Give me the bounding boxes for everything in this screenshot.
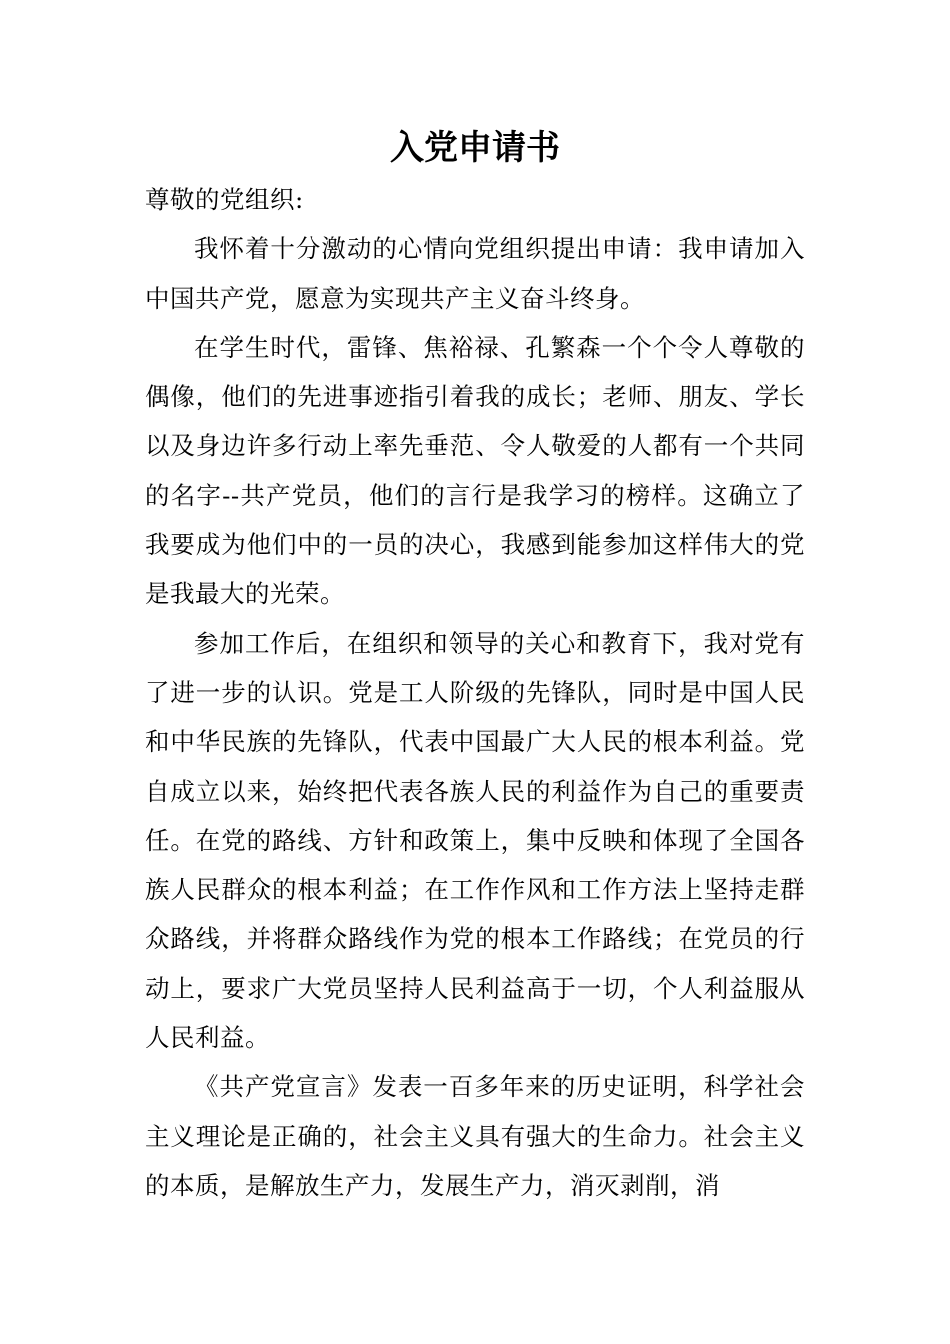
document-title: 入党申请书 bbox=[390, 128, 560, 168]
document-body bbox=[145, 175, 805, 1210]
paragraph-1: 我怀着十分激动的心情向党组织提出申请：我申请加入中国共产党，愿意为实现共产主义奋斗终身。 bbox=[145, 234, 805, 313]
paragraph-4: 《共产党宣言》发表一百多年来的历史证明，科学社会主义理论是正确的，社会主义具有强大的生命力。社会主义的本质，是解放生产力，发展生产力，消灭剥削，消 bbox=[145, 1072, 805, 1200]
paragraph-3: 参加工作后，在组织和领导的关心和教育下，我对党有了进一步的认识。党是工人阶级的先锋队，同时是中国人民和中华民族的先锋队，代表中国最广大人民的根本利益。党自成立以来，始终把代表各族人民的利益作为自己的重要责任。在党的路线、方针和政策上，集中反映和体现了全国各族人民群众的根本利益；在工作作风和工作方法上坚持走群众路线，并将群众路线作为党的根本工作路线；在党员的行动上，要求广大党员坚持人民利益高于一切，个人利益服从人民利益。 bbox=[145, 628, 805, 1053]
salutation: 尊敬的党组织: bbox=[145, 185, 304, 214]
paragraph-2: 在学生时代，雷锋、焦裕禄、孔繁森一个个令人尊敬的偶像，他们的先进事迹指引着我的成长；老师、朋友、学长以及身边许多行动上率先垂范、令人敬爱的人都有一个共同的名字--共产党员，他们的言行是我学习的榜样。这确立了我要成为他们中的一员的决心，我感到能参加这样伟大的党是我最大的光荣。 bbox=[145, 332, 805, 609]
